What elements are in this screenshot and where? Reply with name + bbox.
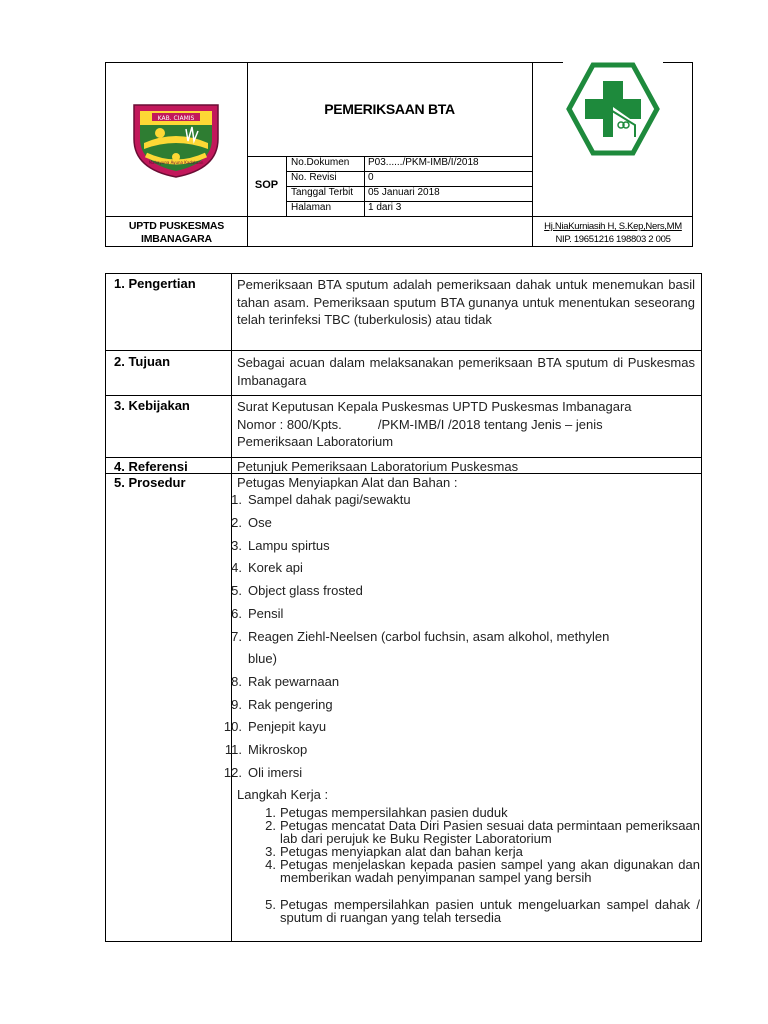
divider bbox=[106, 216, 247, 217]
kebijakan-line3: Pemeriksaan Laboratorium bbox=[237, 434, 394, 449]
divider bbox=[247, 216, 692, 217]
signer bbox=[533, 220, 693, 246]
meta-label-no-revisi: No. Revisi bbox=[291, 172, 337, 183]
divider bbox=[106, 395, 701, 396]
label-prosedur: 5. Prosedur bbox=[114, 475, 186, 490]
list-item: 6. Pensil bbox=[231, 606, 284, 621]
label-pengertian: 1. Pengertian bbox=[114, 276, 196, 291]
langkah-kerja-title: Langkah Kerja : bbox=[237, 787, 329, 802]
org-name-line2: IMBANAGARA bbox=[141, 233, 212, 245]
text-pengertian: Pemeriksaan BTA sputum adalah pemeriksaan dahak untuk menemukan basil tahan asam. Pemeriksaan sputum BTA gunanya untuk menentukan seseorang telah terinfeksi TBC (tuberkulosis) atau tidak bbox=[237, 277, 695, 327]
list-item: 3. Lampu spirtus bbox=[231, 538, 330, 553]
kebijakan-line1: Surat Keputusan Kepala Puskesmas UPTD Puskesmas Imbanagara bbox=[237, 399, 632, 414]
list-item: 11. Mikroskop bbox=[224, 742, 308, 757]
step-item: 4. Petugas menjelaskan kepada pasien sampel yang akan digunakan dan memberikan wadah penyimpanan sampel yang bersih bbox=[265, 857, 700, 885]
meta-label-halaman: Halaman bbox=[291, 202, 332, 213]
list-item: 7. Reagen Ziehl-Neelsen (carbol fuchsin, asam alkohol, methylen bbox=[231, 629, 610, 644]
step-item: 1. Petugas mempersilahkan pasien duduk bbox=[265, 805, 508, 820]
step-item: 2. Petugas mencatat Data Diri Pasien sesuai data permintaan pemeriksaan lab dari perujuk ke Buku Register Laboratorium bbox=[265, 818, 700, 846]
meta-value-halaman: 1 dari 3 bbox=[368, 202, 402, 213]
puskesmas-logo bbox=[563, 59, 663, 159]
org-name bbox=[106, 220, 247, 246]
meta-value-tanggal-terbit: 05 Januari 2018 bbox=[368, 187, 440, 198]
list-item: 1. Sampel dahak pagi/sewaktu bbox=[231, 492, 411, 507]
divider bbox=[106, 457, 701, 458]
step-item: 5. Petugas mempersilahkan pasien untuk mengeluarkan sampel dahak / sputum di ruangan yang telah tersedia bbox=[265, 897, 700, 925]
meta-value-no-dokumen: P03....../PKM-IMB/I/2018 bbox=[368, 157, 479, 168]
list-item: 4. Korek api bbox=[231, 560, 303, 575]
list-item: blue) bbox=[248, 651, 277, 666]
prosedur-intro: Petugas Menyiapkan Alat dan Bahan : bbox=[237, 475, 458, 490]
text-kebijakan bbox=[237, 398, 695, 451]
text-referensi: Petunjuk Pemeriksaan Laboratorium Puskesmas bbox=[237, 459, 519, 474]
list-item: 12. Oli imersi bbox=[223, 765, 303, 780]
crest-top-text: KAB. CIAMIS bbox=[157, 115, 195, 122]
label-kebijakan: 3. Kebijakan bbox=[114, 398, 190, 413]
document-header bbox=[105, 62, 693, 247]
signer-name: Hj.NiaKurniasih H, S.Kep,Ners,MM bbox=[544, 221, 682, 232]
divider bbox=[247, 63, 248, 246]
divider bbox=[532, 63, 533, 216]
text-tujuan: Sebagai acuan dalam melaksanakan pemeriksaan BTA sputum di Puskesmas Imbanagara bbox=[237, 355, 695, 388]
org-name-line1: UPTD PUSKESMAS bbox=[128, 220, 225, 232]
document-title: PEMERIKSAAN BTA bbox=[324, 101, 455, 117]
list-item: 10. Penjepit kayu bbox=[223, 719, 327, 734]
list-item: 2. Ose bbox=[231, 515, 272, 530]
list-item: 8. Rak pewarnaan bbox=[231, 674, 340, 689]
meta-label-tanggal-terbit: Tanggal Terbit bbox=[291, 187, 354, 198]
divider bbox=[106, 350, 701, 351]
crest-motto-text: Mahayuna Ayuna Kadatuan bbox=[148, 160, 204, 165]
meta-label-no-dokumen: No.Dokumen bbox=[291, 157, 350, 168]
ciamis-crest-logo bbox=[130, 99, 222, 179]
step-item: 3. Petugas menyiapkan alat dan bahan kerja bbox=[265, 844, 523, 859]
label-tujuan: 2. Tujuan bbox=[114, 354, 171, 369]
meta-value-no-revisi: 0 bbox=[368, 172, 374, 183]
list-item: 9. Rak pengering bbox=[231, 697, 333, 712]
list-item: 5. Object glass frosted bbox=[231, 583, 363, 598]
label-referensi: 4. Referensi bbox=[114, 459, 188, 474]
sop-label: SOP bbox=[254, 179, 279, 191]
kebijakan-line2: Nomor : 800/Kpts. /PKM-IMB/I /2018 tentang Jenis – jenis bbox=[237, 416, 603, 432]
signer-nip: NIP. 19651216 198803 2 005 bbox=[555, 234, 671, 245]
procedure-table bbox=[105, 273, 702, 942]
